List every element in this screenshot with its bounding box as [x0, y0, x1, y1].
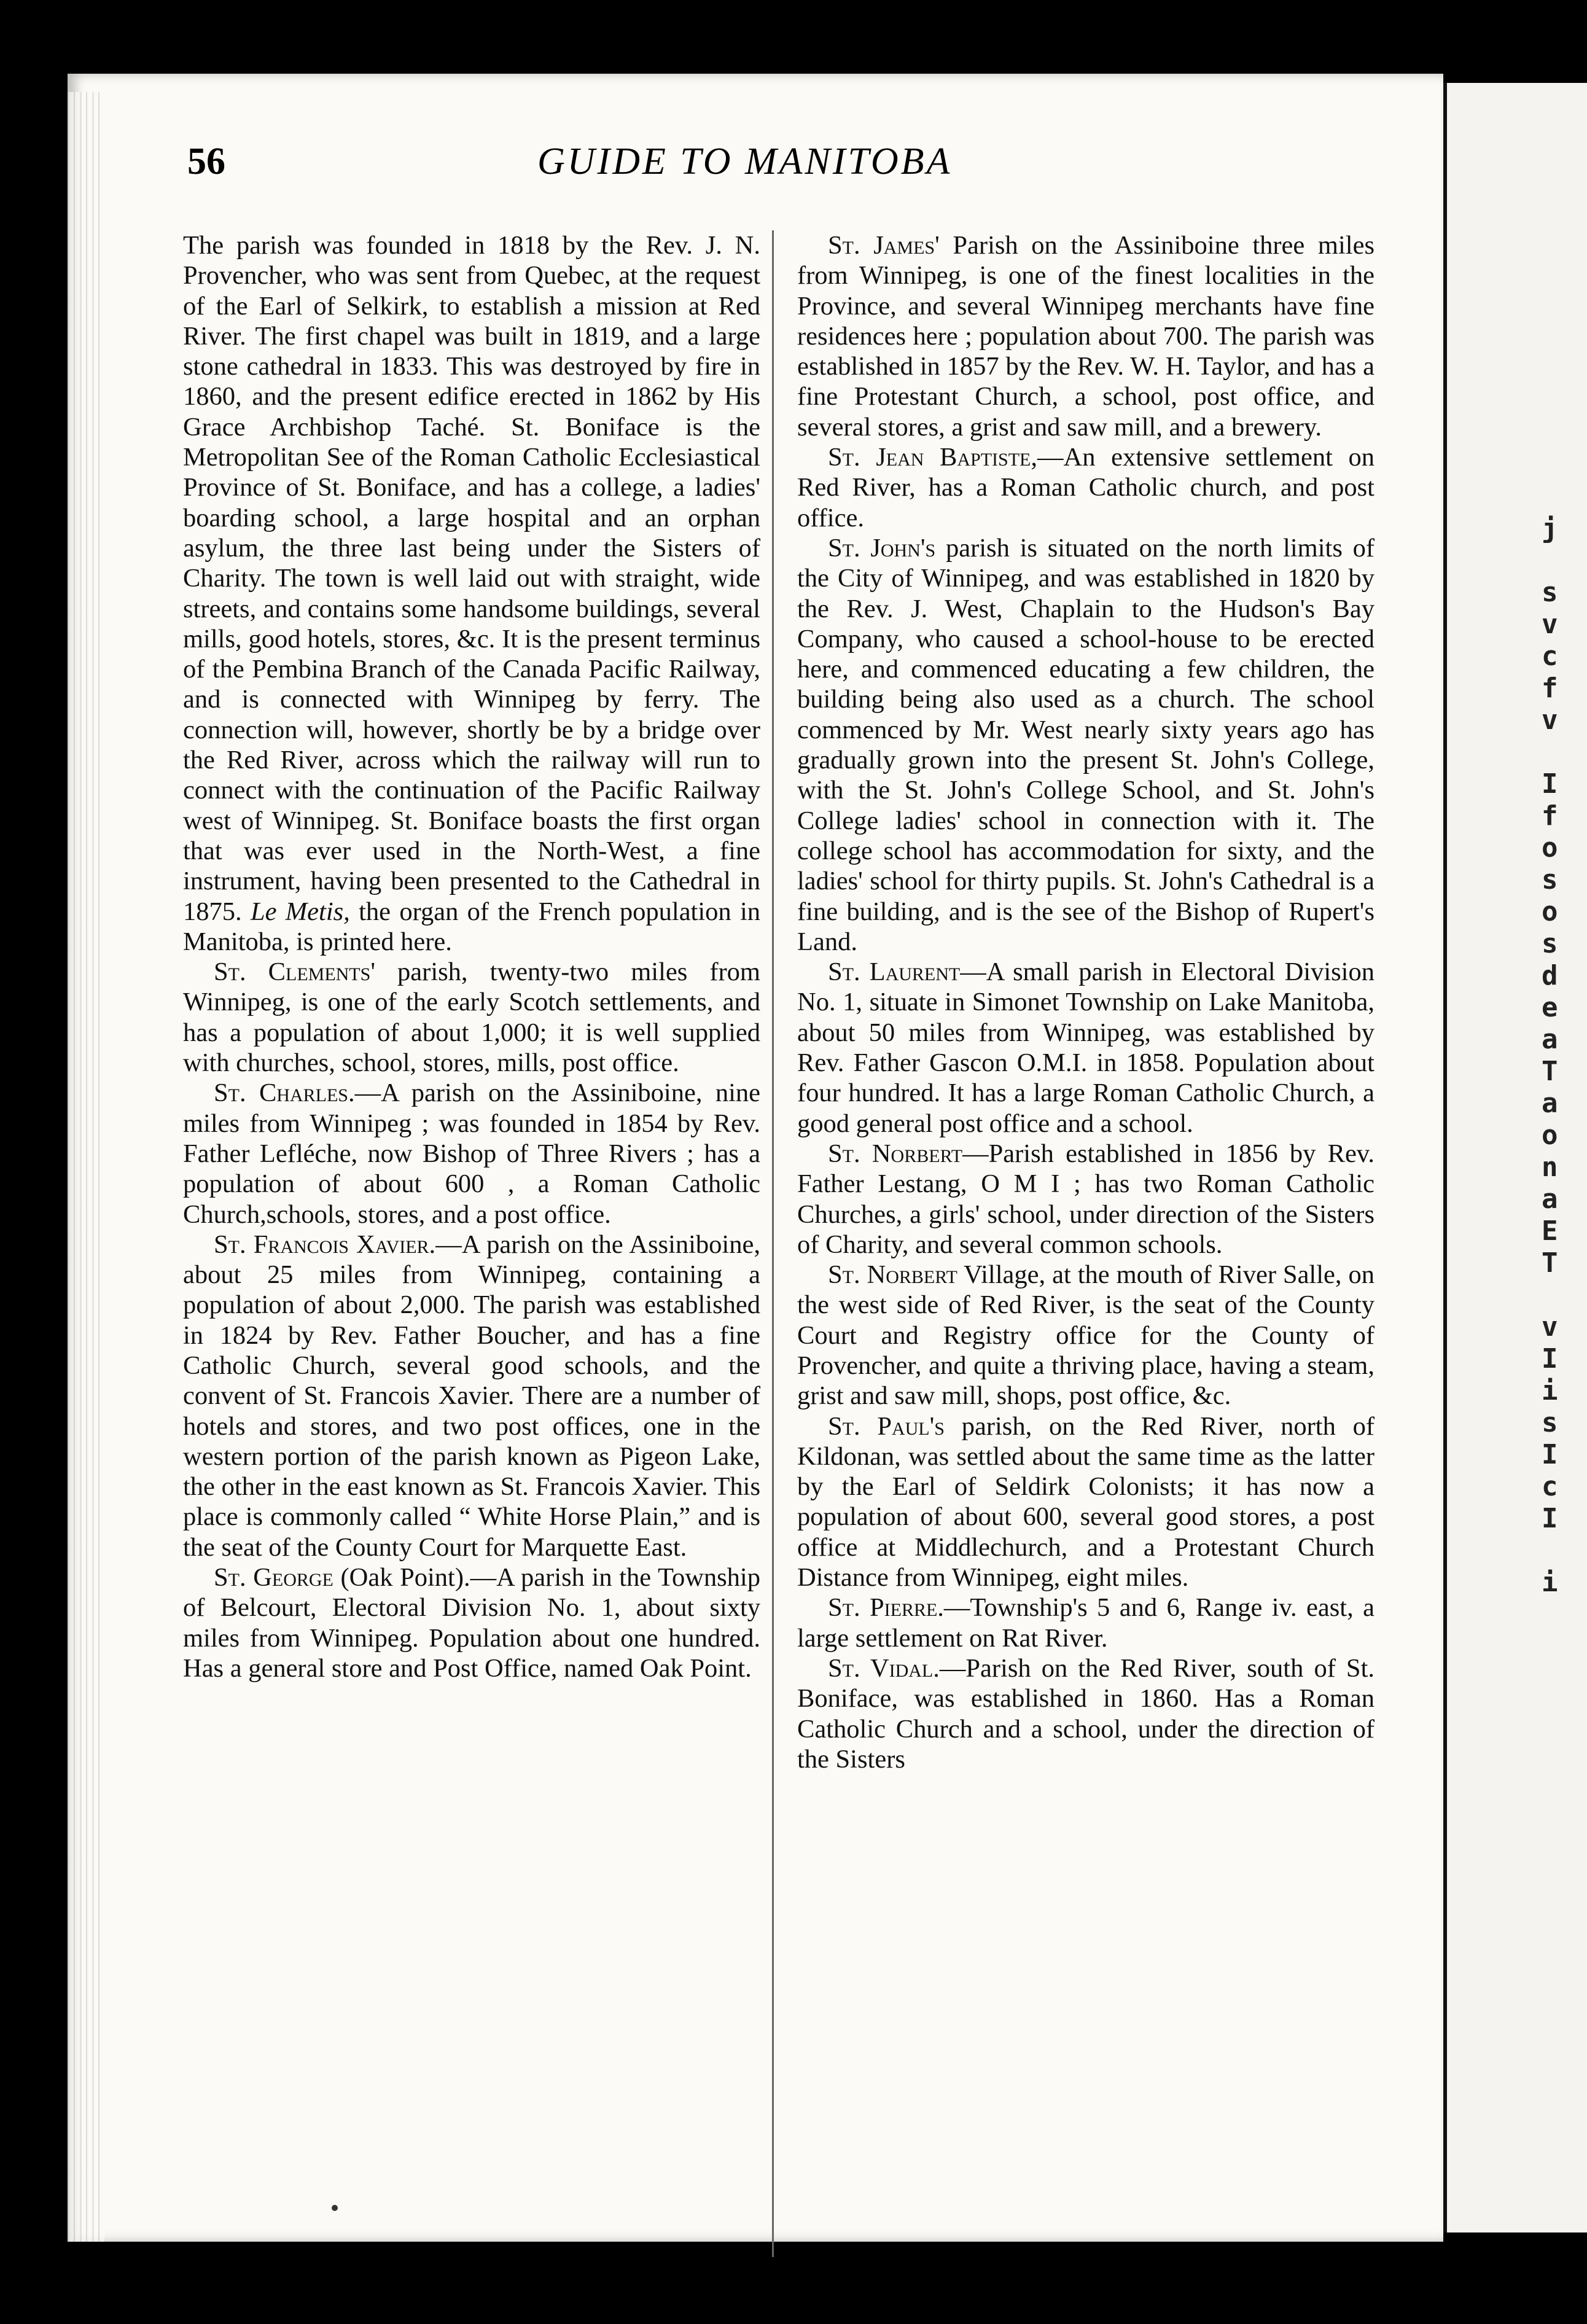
page-header: [187, 140, 1385, 208]
page-stack-edge: [68, 92, 104, 2242]
entry-heading: St. Pierre.: [828, 1593, 944, 1623]
column-divider: [772, 230, 774, 2257]
paragraph-st-johns: St. John's parish is situated on the north limits of the City of Winnipeg, and was established in 1820 by the Rev. J. West, Chaplain to the Hudson's Bay Company, who caused a school-house to be erected here, and commenced educating a few children, the building being also used as a church. The school commenced by Mr. West nearly sixty years ago has gradually grown into the present St. John's College, with the St. John's College School, and St. John's College ladies' school in connection with it. The college school has accommodation for sixty, and the ladies' school for thirty pupils. St. John's Cathedral is a fine building, and is the see of the Bishop of Rupert's Land.: [797, 533, 1375, 956]
entry-heading: St. Norbert: [828, 1260, 957, 1290]
entry-heading: St. Francois Xavier.: [214, 1230, 436, 1259]
entry-heading: St. Vidal.: [828, 1653, 940, 1683]
paragraph-st-james: St. James' Parish on the Assiniboine three miles from Winnipeg, is one of the finest localities in the Province, and several Winnipeg merchants have fine residences here ; population about 700. The parish was established in 1857 by the Rev. W. H. Taylor, and has a fine Protestant Church, a school, post office, and several stores, a grist and saw mill, and a brewery.: [797, 231, 1375, 442]
paragraph-st-boniface: The parish was founded in 1818 by the Rev. J. N. Provencher, who was sent from Quebec, at the request of the Earl of Selkirk, to establish a mission at Red River. The first chapel was built in 1819, and a large stone cathedral in 1833. This was destroyed by fire in 1860, and the present edifice erected in 1862 by His Grace Archbishop Taché. St. Boniface is the Metropolitan See of the Roman Catholic Ecclesiastical Province of St. Boniface, and has a college, a ladies' boarding school, a large hospital and an orphan asylum, the three last being under the Sisters of Charity. The town is well laid out with straight, wide streets, and contains some handsome buildings, several mills, good hotels, stores, &c. It is the present terminus of the Pembina Branch of the Canada Pacific Railway, and is connected with Winnipeg by ferry. The connection will, however, shortly be by a bridge over the Red River, across which the railway will run to connect with the continuation of the Pacific Railway west of Winnipeg. St. Boniface boasts the first organ that was ever used in the North-West, a fine instrument, having been presented to the Cathedral in 1875. Le Metis, the organ of the French population in Manitoba, is printed here.: [183, 231, 761, 956]
ink-speck: [332, 2205, 338, 2211]
page-number: 56: [187, 141, 225, 182]
entry-heading: St. Norbert: [828, 1139, 963, 1168]
entry-heading: St. Clements': [214, 957, 375, 987]
entry-heading: St. John's: [828, 533, 936, 563]
paragraph-st-charles: St. Charles.—A parish on the Assiniboine, nine miles from Winnipeg ; was founded in 1854 by Rev. Father Lefléche, now Bishop of Three Rivers ; has a population of about 600 , a Roman Catholic Church,schools, stores, and a post office.: [183, 1078, 760, 1229]
paragraph-st-norbert-village: St. Norbert Village, at the mouth of River Salle, on the west side of Red River, is the seat of the County Court and Registry office for the County of Provencher, and quite a thriving place, having a steam, grist and saw mill, shops, post office, &c.: [797, 1260, 1374, 1411]
entry-heading: St. James': [828, 231, 940, 260]
paragraph-st-vidal: St. Vidal.—Parish on the Red River, south of St. Boniface, was established in 1860. Has a Roman Catholic Church and a school, under the direction of the Sisters: [797, 1653, 1374, 1774]
paragraph-st-jean-baptiste: St. Jean Baptiste,—An extensive settlement on Red River, has a Roman Catholic church, and post office.: [797, 443, 1374, 532]
paragraph-st-george: St. George (Oak Point).—A parish in the Township of Belcourt, Electoral Division No. 1, about sixty miles from Winnipeg. Population about one hundred. Has a general store and Post Office, named Oak Point.: [183, 1563, 760, 1683]
entry-heading: St. Charles.: [214, 1078, 355, 1108]
facing-page-letters: j s v c f v I f o s o s d e a T a o n a E T v I i s I c I i: [1542, 513, 1558, 1598]
paragraph-st-pierre: St. Pierre.—Township's 5 and 6, Range iv. east, a large settlement on Rat River.: [797, 1593, 1375, 1653]
right-column: [797, 230, 1374, 1774]
entry-heading: St. George: [214, 1563, 333, 1593]
paragraph-st-clements: St. Clements' parish, twenty-two miles from Winnipeg, is one of the early Scotch settlements, and has a population of about 1,000; it is well supplied with churches, school, stores, mills, post office.: [183, 957, 760, 1078]
entry-heading: St. Laurent: [828, 957, 961, 987]
paragraph-st-pauls: St. Paul's parish, on the Red River, north of Kildonan, was settled about the same time as the latter by the Earl of Seldirk Colonists; it has now a population of about 600, several good stores, a post office at Middlechurch, and a Protestant Church Distance from Winnipeg, eight miles.: [797, 1411, 1374, 1593]
paragraph-st-laurent: St. Laurent—A small parish in Electoral Division No. 1, situate in Simonet Township on Lake Manitoba, about 50 miles from Winnipeg, was established by Rev. Father Gascon O.M.I. in 1858. Population about four hundred. It has a large Roman Catholic Church, a good general post office and a school.: [797, 957, 1374, 1138]
facing-page-edge: [1443, 83, 1587, 2232]
running-head: GUIDE TO MANITOBA: [537, 141, 953, 182]
entry-heading: St. Jean Baptiste,: [828, 443, 1038, 472]
left-column: [183, 230, 760, 1683]
paragraph-st-francois-xavier: St. Francois Xavier.—A parish on the Assiniboine, about 25 miles from Winnipeg, containing a population of about 2,000. The parish was established in 1824 by Rev. Father Boucher, and has a fine Catholic Church, several good schools, and the convent of St. Francois Xavier. There are a number of hotels and stores, and two post offices, one in the western portion of the parish known as Pigeon Lake, the other in the east known as St. Francois Xavier. This place is commonly called “ White Horse Plain,” and is the seat of the County Court for Marquette East.: [183, 1230, 760, 1562]
paragraph-st-norbert: St. Norbert—Parish established in 1856 by Rev. Father Lestang, O M I ; has two Roman Catholic Churches, a girls' school, under direction of the Sisters of Charity, and several common schools.: [797, 1139, 1374, 1259]
entry-heading: St. Paul's: [828, 1411, 945, 1441]
newspaper-title: Le Metis,: [250, 897, 350, 926]
page-fold-line: [1443, 83, 1447, 2232]
